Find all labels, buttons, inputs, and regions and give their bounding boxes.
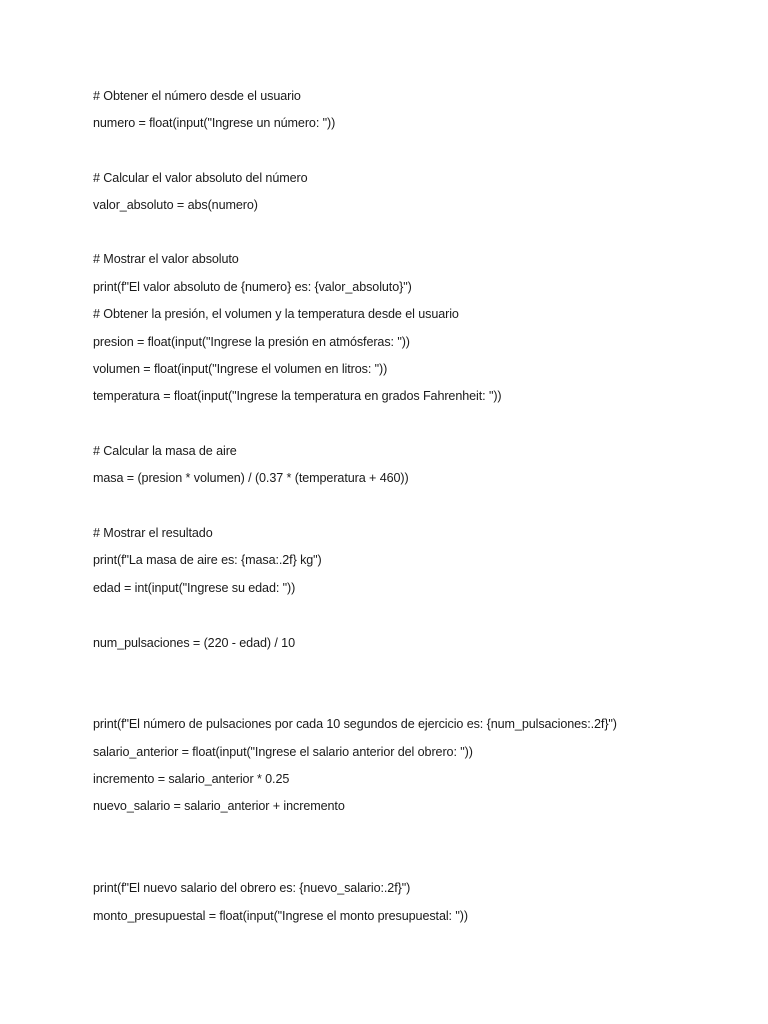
- code-line: numero = float(input("Ingrese un número: ")): [93, 116, 336, 130]
- code-line: edad = int(input("Ingrese su edad: ")): [93, 581, 296, 595]
- code-line: masa = (presion * volumen) / (0.37 * (temperatura + 460)): [93, 471, 409, 485]
- code-line: num_pulsaciones = (220 - edad) / 10: [93, 636, 295, 650]
- code-line: # Obtener la presión, el volumen y la temperatura desde el usuario: [93, 307, 459, 321]
- code-line: # Calcular el valor absoluto del número: [93, 171, 308, 185]
- code-line: presion = float(input("Ingrese la presión en atmósferas: ")): [93, 335, 410, 349]
- code-line: # Calcular la masa de aire: [93, 444, 237, 458]
- code-line: # Mostrar el valor absoluto: [93, 252, 239, 266]
- code-line: incremento = salario_anterior * 0.25: [93, 772, 290, 786]
- code-line: print(f"El valor absoluto de {numero} es: {valor_absoluto}"): [93, 280, 412, 294]
- code-line: temperatura = float(input("Ingrese la temperatura en grados Fahrenheit: ")): [93, 389, 502, 403]
- code-line: salario_anterior = float(input("Ingrese el salario anterior del obrero: ")): [93, 745, 473, 759]
- code-line: # Obtener el número desde el usuario: [93, 89, 301, 103]
- code-line: print(f"La masa de aire es: {masa:.2f} kg"): [93, 553, 322, 567]
- code-line: print(f"El número de pulsaciones por cada 10 segundos de ejercicio es: {num_pulsaciones:.2f}"): [93, 717, 617, 731]
- code-line: nuevo_salario = salario_anterior + incremento: [93, 799, 345, 813]
- code-line: valor_absoluto = abs(numero): [93, 198, 258, 212]
- code-line: # Mostrar el resultado: [93, 526, 213, 540]
- code-line: monto_presupuestal = float(input("Ingrese el monto presupuestal: ")): [93, 909, 468, 923]
- code-line: print(f"El nuevo salario del obrero es: {nuevo_salario:.2f}"): [93, 881, 411, 895]
- code-line: volumen = float(input("Ingrese el volumen en litros: ")): [93, 362, 388, 376]
